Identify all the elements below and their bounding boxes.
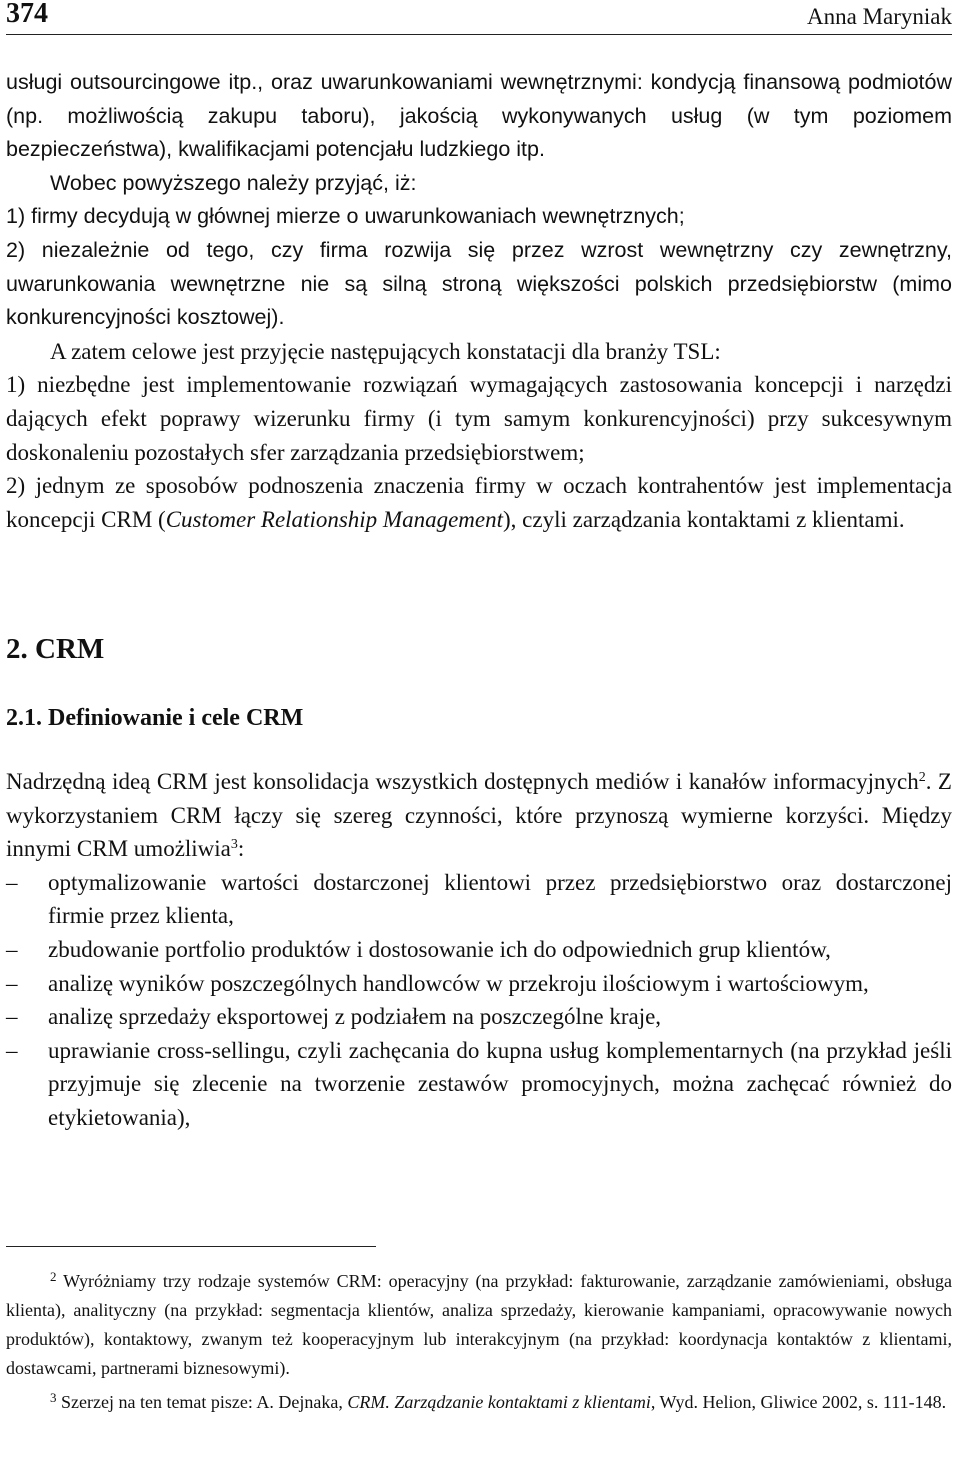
list-item-text: analizę sprzedaży eksportowej z podziałem na poszczególne kraje, [48,1004,662,1030]
footnote-3-mark: 3 [50,1390,57,1405]
running-header-author: Anna Maryniak [807,4,952,29]
section-heading: 2. CRM [6,633,105,665]
list-item-text: uprawianie cross-sellingu, czyli zachęcania do kupna usług komplementarnych (na przykład jeśli przyjmuje się zlecenie na tworzenie zestawów promocyjnych, można zachęcać również do etykietowania), [48,1037,952,1130]
list-item [6,967,952,1001]
crm-definition-part-2: . Z wykorzystaniem CRM łączy się szereg czynności, które przynoszą wymierne korzyści. Między innymi CRM umożliwia [6,769,952,862]
intro-body [6,66,952,536]
list-item-text: optymalizowanie wartości dostarczonej klientowi przez przedsiębiorstwo oraz dostarczonej firmie przez klienta, [48,869,952,929]
footnote-2-mark: 2 [50,1269,57,1284]
footnote-ref-2: 2 [918,770,926,785]
list-item [6,866,952,933]
crm-benefits-list [6,866,952,1135]
footnote-ref-3: 3 [230,837,238,853]
lead-paragraph: Wobec powyższego należy przyjąć, iż: [50,170,417,195]
list-item-text: zbudowanie portfolio produktów i dostosowanie ich do odpowiednich grup klientów, [48,936,831,962]
dash-bullet: – [6,970,18,996]
main-body [6,765,952,1135]
crm-definition-part-3: : [237,836,245,862]
list-item [6,1034,952,1135]
conclusion-point-2: 2) niezależnie od tego, czy firma rozwija się przez wzrost wewnętrzny czy zewnętrzny, uwarunkowania wewnętrzne nie są silną stroną większości polskich przedsiębiorstw (mimo konkurencyjności kosztowej). [6,237,952,330]
statement-point-1: 1) niezbędne jest implementowanie rozwiązań wymagających zastosowania koncepcji i narzędzi dających efekt poprawy wizerunku firmy (i tym samym konkurencyjności) przy sukcesywnym doskonaleniu pozostałych sfer zarządzania przedsiębiorstwem; [6,372,952,465]
statement-point-2 [6,469,952,536]
crm-term-italic: Customer Relationship Management [165,506,503,532]
list-item [6,1000,952,1034]
dash-bullet: – [6,1037,18,1063]
footnote-3-text-start: Szerzej na ten temat pisze: A. Dejnaka, [61,1392,348,1412]
statement-point-2-start: 2) jednym ze sposobów podnoszenia znaczenia firmy w oczach kontrahentów jest implementacja koncepcji CRM ( [6,473,952,532]
footnote-2-text: Wyróżniamy trzy rodzaje systemów CRM: operacyjny (na przykład: fakturowanie, zarządzanie zamówieniami, obsługa klienta), analityczny (na przykład: segmentacja klientów, analiza sprzedaży, kierowanie kampaniami, opracowywanie nowych produktów), kontaktowy, zwanym też kooperacyjnym lub interakcyjnym (na przykład: koordynacja kontaktów z klientami, dostawcami, partnerami biznesowymi). [6,1271,952,1378]
crm-definition-part-1: Nadrzędną ideą CRM jest konsolidacja wszystkich dostępnych mediów i kanałów informacyjnych [6,769,919,794]
dash-bullet: – [6,936,18,962]
list-item-text: analizę wyników poszczególnych handlowców w przekroju ilościowym i wartościowym, [48,970,869,996]
statement-paragraph: A zatem celowe jest przyjęcie następujących konstatacji dla branży TSL: [50,338,721,364]
list-item [6,933,952,967]
dash-bullet: – [6,1004,18,1030]
footnote-divider [6,1246,376,1247]
footnote-2 [6,1262,952,1383]
page-header [6,0,952,35]
subsection-heading: 2.1. Definiowanie i cele CRM [6,705,304,731]
crm-definition-paragraph [6,765,952,866]
conclusion-point-1: 1) firmy decydują w głównej mierze o uwarunkowaniach wewnętrznych; [6,204,685,229]
footnote-3-text-end: , Wyd. Helion, Gliwice 2002, s. 111-148. [650,1392,947,1412]
footnotes [6,1262,952,1417]
continuation-paragraph: usługi outsourcingowe itp., oraz uwarunkowaniami wewnętrznymi: kondycją finansową podmiotów (np. możliwością zakupu taboru), jakością wykonywanych usług (w tym poziomem bezpieczeństwa), kwalifikacjami potencjału ludzkiego itp. [6,70,952,162]
dash-bullet: – [6,869,18,895]
footnote-3 [6,1383,952,1417]
page-number: 374 [6,0,48,29]
footnote-3-book-title: CRM. Zarządzanie kontaktami z klientami [347,1392,651,1412]
statement-point-2-end: ), czyli zarządzania kontaktami z klientami. [503,506,905,532]
